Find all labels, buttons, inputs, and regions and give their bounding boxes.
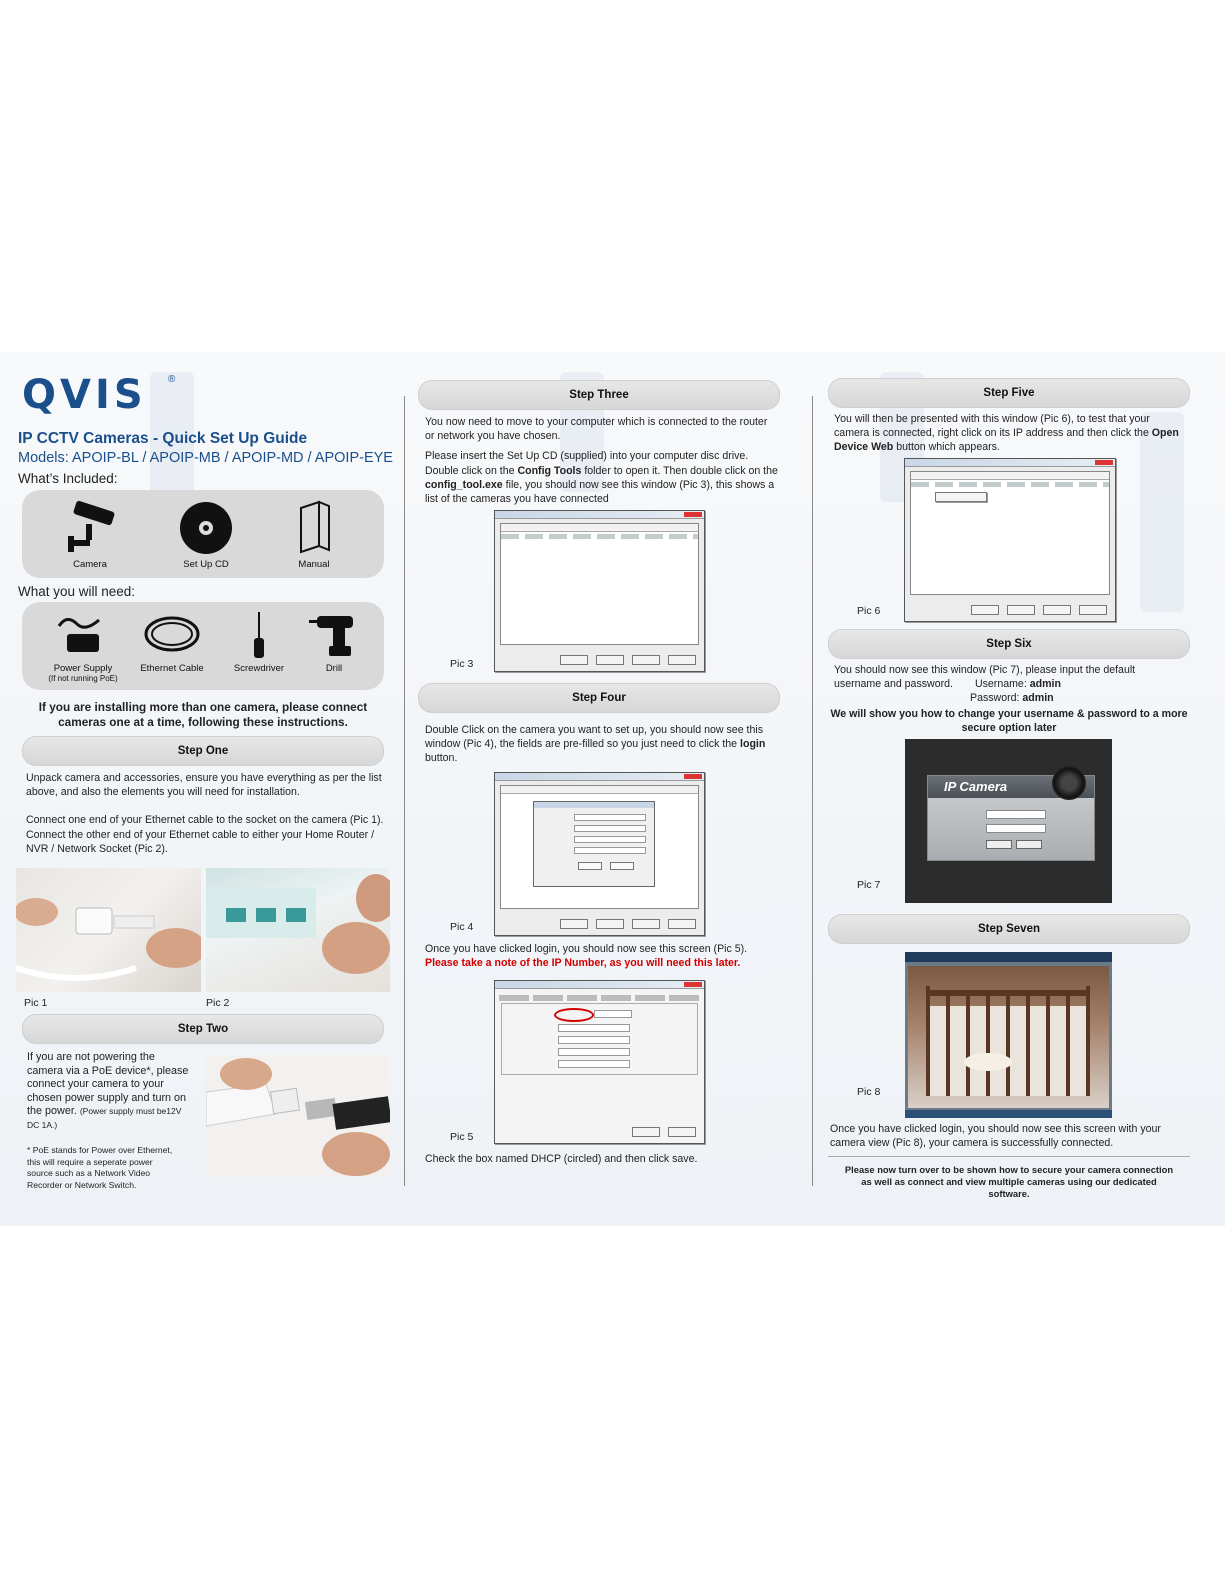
- text-line: Please now turn over to be shown how to secure your camera connection: [844, 1164, 1174, 1175]
- text-line: camera via a PoE device*, please: [27, 1064, 189, 1077]
- pic4-login-window: [494, 772, 705, 936]
- step-three-text: [425, 415, 797, 506]
- text-line: secure option later: [961, 722, 1057, 734]
- text-line: Connect the other end of your Ethernet cable to either your Home Router /: [26, 828, 375, 841]
- step-six-text: [834, 663, 1204, 706]
- pic6-label: Pic 6: [857, 605, 881, 617]
- needed-item-label: Ethernet Cable: [140, 663, 204, 674]
- step-four-login-text: [425, 942, 805, 970]
- needed-item-label: Screwdriver: [233, 663, 285, 674]
- login-dialog: [533, 801, 655, 887]
- text-line: the power.: [27, 1105, 77, 1117]
- leaflet-sheet: [0, 352, 1225, 1226]
- step-one-text: [26, 771, 396, 856]
- needed-panel: [22, 602, 384, 690]
- step-four-text: [425, 723, 797, 766]
- cancel-button[interactable]: [1016, 840, 1042, 849]
- registered-mark: ®: [168, 374, 176, 385]
- qvis-logo: [22, 370, 182, 419]
- step-two-title: Step Two: [22, 1014, 384, 1044]
- text-line: source such as a Network Video: [27, 1168, 151, 1178]
- footer-divider: [828, 1156, 1190, 1157]
- username-input[interactable]: [986, 810, 1046, 819]
- page-title: IP CCTV Cameras - Quick Set Up Guide: [18, 430, 308, 447]
- text-line: Once you have clicked login, you should now see this screen with your: [830, 1123, 1161, 1135]
- change-password-note: [828, 707, 1190, 735]
- needed-screwdriver: [226, 612, 292, 674]
- text-line: * PoE stands for Power over Ethernet,: [27, 1145, 173, 1155]
- pic1-photo: [16, 868, 201, 992]
- camera-lens-icon: [1052, 766, 1086, 800]
- general-parameters-group: [501, 1003, 698, 1075]
- login-button[interactable]: [986, 840, 1012, 849]
- text-line: Please insert the Set Up CD (supplied) into your computer disc drive.: [425, 450, 749, 463]
- pic5-label: Pic 5: [450, 1131, 474, 1143]
- included-item-label: Set Up CD: [183, 559, 229, 570]
- text-line: Unpack camera and accessories, ensure you have everything as per the list: [26, 772, 382, 784]
- pic4-label: Pic 4: [450, 921, 474, 933]
- text-line: Double click on the: [425, 464, 518, 477]
- svg-text:QVIS: QVIS: [22, 372, 147, 414]
- open-device-web-label: Device Web: [834, 441, 894, 454]
- pic8-label: Pic 8: [857, 1086, 881, 1098]
- multi-camera-note: [22, 700, 384, 730]
- included-cd: [174, 500, 238, 570]
- camera-icon: [60, 500, 120, 556]
- need-heading: What you will need:: [18, 584, 136, 599]
- ethernet-cable-icon: [140, 612, 204, 660]
- step-six-title: Step Six: [828, 629, 1190, 659]
- step-five-title: Step Five: [828, 378, 1190, 408]
- text-line: connect your camera to your: [27, 1078, 164, 1090]
- pic7-label: Pic 7: [857, 879, 881, 891]
- password-label: Password:: [970, 692, 1023, 705]
- needed-item-label: Drill: [325, 663, 343, 674]
- text-line: (Power supply must be12V: [79, 1106, 182, 1116]
- text-line: as well as connect and view multiple cameras using our dedicated: [861, 1176, 1157, 1187]
- turn-over-note: [828, 1164, 1190, 1200]
- models-line: Models: APOIP-BL / APOIP-MB / APOIP-MD / APOIP-EYE: [18, 450, 393, 466]
- login-label: login: [740, 738, 766, 751]
- cd-icon: [178, 500, 234, 556]
- config-tool-exe-label: config_tool.exe: [425, 478, 503, 491]
- dhcp-circle-highlight: [554, 1008, 594, 1022]
- ip-camera-title: IP Camera: [928, 776, 1094, 798]
- text-line: DC 1A.): [27, 1119, 58, 1130]
- multi-camera-note-line: If you are installing more than one camera, please connect: [38, 700, 368, 714]
- text-line: username and password.: [834, 678, 953, 691]
- needed-power-supply: [48, 612, 118, 683]
- pic1-label: Pic 1: [24, 997, 48, 1009]
- live-video-feed: [908, 966, 1109, 1108]
- included-camera: [60, 500, 120, 570]
- pic8-camera-view: [905, 952, 1112, 1118]
- pic5-network-settings-window: [494, 980, 705, 1144]
- pic3-device-list-window: [494, 510, 705, 672]
- text-line: You now need to move to your computer which is connected to the router: [425, 416, 768, 428]
- poe-footnote: [27, 1145, 207, 1191]
- power-supply-icon: [53, 612, 113, 660]
- text-line: NVR / Network Socket (Pic 2).: [26, 842, 168, 855]
- password-input[interactable]: [986, 824, 1046, 833]
- text-line: list of the cameras you have connected: [425, 493, 609, 506]
- text-line: or network you have chosen.: [425, 430, 561, 443]
- needed-item-sub: (If not running PoE): [48, 674, 118, 683]
- text-line: Once you have clicked login, you should now see this screen (Pic 5).: [425, 943, 748, 955]
- included-panel: [22, 490, 384, 578]
- text-line: button.: [425, 752, 458, 765]
- pic2-photo: [206, 868, 390, 992]
- manual-icon: [289, 500, 339, 556]
- needed-drill: [304, 612, 364, 674]
- text-line: Connect one end of your Ethernet cable to the socket on the camera (Pic 1).: [26, 814, 384, 827]
- screwdriver-icon: [239, 612, 279, 660]
- included-manual: [284, 500, 344, 570]
- text-line: If you are not powering the: [27, 1051, 155, 1063]
- pic6-device-list-window: [904, 458, 1116, 622]
- step-three-title: Step Three: [418, 380, 780, 410]
- text-line: Recorder or Network Switch.: [27, 1179, 137, 1190]
- text-line: You will then be presented with this window (Pic 6), to test that your: [834, 413, 1150, 425]
- open-device-web-label: Open: [1151, 427, 1179, 440]
- text-line: button which appears.: [893, 441, 1000, 454]
- text-line: above, and also the elements you will need for installation.: [26, 786, 300, 799]
- pic7-ip-camera-login: [905, 739, 1112, 903]
- step-two-text: [27, 1051, 207, 1132]
- text-line: camera is connected, right click on its IP address and then click the: [834, 427, 1152, 440]
- included-heading: What’s Included:: [18, 471, 118, 486]
- pic2-label: Pic 2: [206, 997, 230, 1009]
- step-four-title: Step Four: [418, 683, 780, 713]
- password-value: admin: [1022, 692, 1054, 705]
- text-line: Double Click on the camera you want to set up, you should now see this: [425, 724, 764, 736]
- needed-item-label: Power Supply: [53, 663, 113, 674]
- needed-ethernet-cable: [136, 612, 208, 674]
- open-device-web-menu: [935, 492, 987, 502]
- ip-camera-login-panel: [927, 775, 1095, 861]
- step-seven-text: [830, 1122, 1200, 1150]
- username-label: Username:: [974, 678, 1030, 691]
- dhcp-instruction: Check the box named DHCP (circled) and then click save.: [425, 1153, 698, 1165]
- text-line: software.: [988, 1188, 1030, 1199]
- text-line: camera view (Pic 8), your camera is successfully connected.: [830, 1137, 1114, 1150]
- text-line: You should now see this window (Pic 7), please input the default: [834, 664, 1136, 676]
- step-seven-title: Step Seven: [828, 914, 1190, 944]
- step-five-text: [834, 412, 1194, 455]
- pic3-label: Pic 3: [450, 658, 474, 670]
- step-one-title: Step One: [22, 736, 384, 766]
- text-line: window (Pic 4), the fields are pre-filled so you just need to click the: [425, 738, 741, 751]
- multi-camera-note-line: cameras one at a time, following these instructions.: [58, 715, 348, 729]
- power-connector-photo: [206, 1054, 390, 1177]
- text-line: this will require a seperate power: [27, 1156, 153, 1167]
- taskbar: [905, 1110, 1112, 1118]
- included-item-label: Camera: [73, 559, 107, 570]
- ip-note-warning: Please take a note of the IP Number, as you will need this later.: [425, 957, 741, 970]
- included-item-label: Manual: [298, 559, 330, 570]
- text-line: file, you should now see this window (Pic 3), this shows a: [502, 478, 775, 491]
- column-divider: [404, 396, 405, 1186]
- column-divider: [812, 396, 813, 1186]
- text-line: folder to open it. Then double click on the: [581, 464, 778, 477]
- config-tools-label: Config Tools: [517, 464, 582, 477]
- text-line: We will show you how to change your username & password to a more: [830, 708, 1188, 720]
- text-line: chosen power supply and turn on: [27, 1091, 187, 1104]
- username-value: admin: [1029, 678, 1061, 691]
- drill-icon: [307, 612, 361, 660]
